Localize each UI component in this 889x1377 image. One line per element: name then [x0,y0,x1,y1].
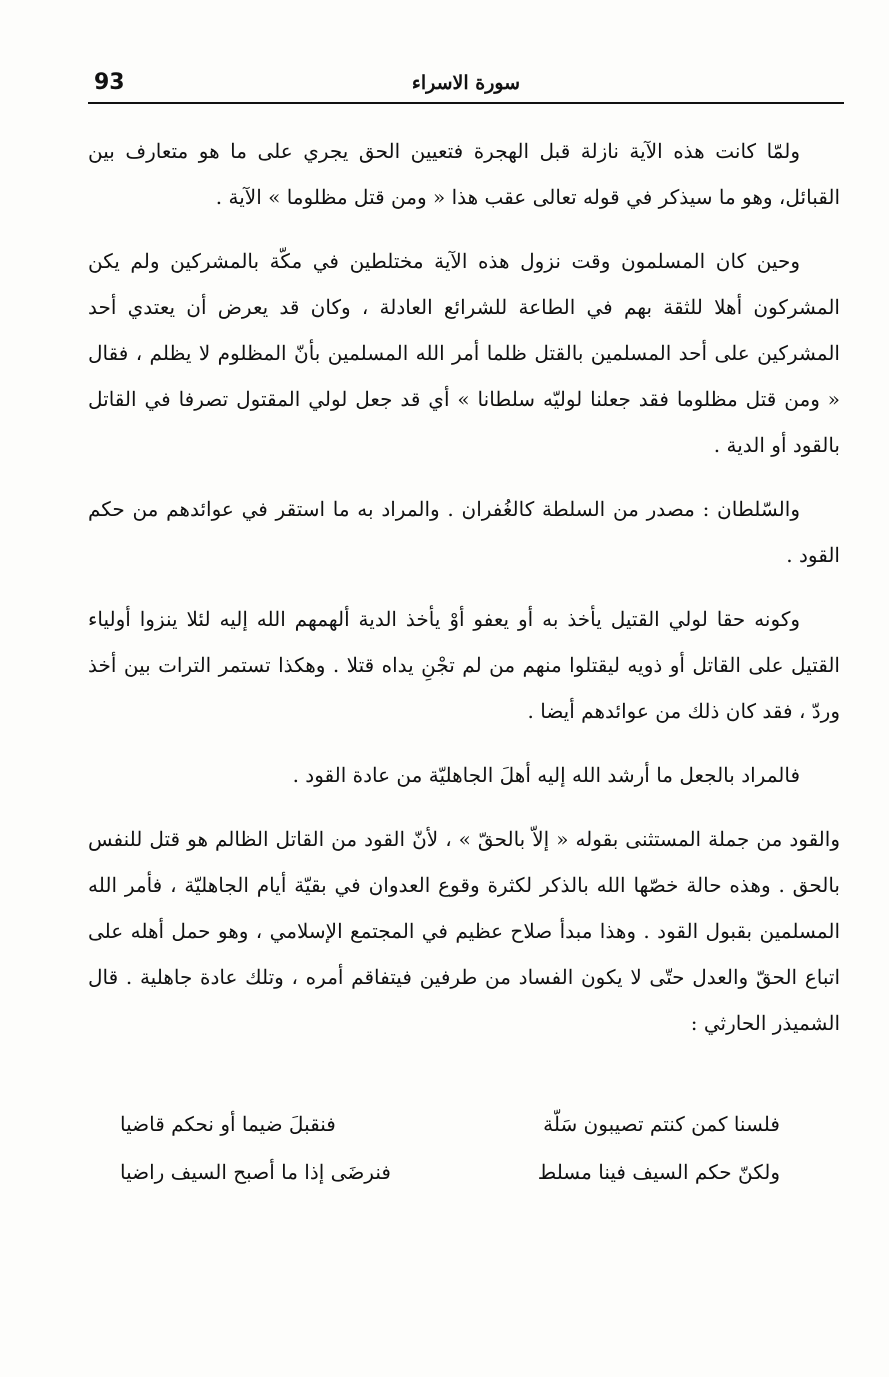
paragraph-4: وكونه حقا لولي القتيل يأخذ به أو يعفو أوْ يأخذ الدية ألهمهم الله إليه لئلا ينزوا أولياء القتيل على القاتل أو ذويه ليقتلوا منهم من لم تجْنِ يداه قتلا . وهكذا تستمر الترات بين أخذ وردّ ، فقد كان ذلك من عوائدهم أيضا . [88,607,840,723]
verse-2-second-hemistich: فنرضَى إذا ما أصبح السيف راضيا [120,1160,391,1184]
verse-line-2 [120,1160,780,1204]
verse-2-first-hemistich: ولكنّ حكم السيف فينا مسلط [537,1160,780,1184]
verse-1-first-hemistich: فلسنا كمن كنتم تصيبون سَلّة [543,1112,780,1136]
page-number: 93 [94,70,125,95]
body-text [88,128,840,1064]
paragraph-1: ولمّا كانت هذه الآية نازلة قبل الهجرة فتعيين الحق يجري على ما هو متعارف بين القبائل، وهو ما سيذكر في قوله تعالى عقب هذا « ومن قتل مظلوما » الآية . [88,139,840,209]
verse-line-1 [120,1112,780,1156]
paragraph-6: والقود من جملة المستثنى بقوله « إلاّ بالحقّ » ، لأنّ القود من القاتل الظالم هو قتل للنفس بالحق . وهذه حالة خصّها الله بالذكر لكثرة وقوع العدوان في بقيّة أيام الجاهليّة ، فأمر الله المسلمين بقبول القود . وهذا مبدأ صلاح عظيم في المجتمع الإسلامي ، وهو حمل أهله على اتباع الحقّ والعدل حتّى لا يكون الفساد من طرفين فيتفاقم أمره ، وتلك عادة جاهلية . قال الشميذر الحارثي : [88,827,840,1035]
paragraph-5: فالمراد بالجعل ما أرشد الله إليه أهلَ الجاهليّة من عادة القود . [292,763,800,787]
paragraph-2: وحين كان المسلمون وقت نزول هذه الآية مختلطين في مكّة بالمشركين ولم يكن المشركون أهلا للثقة بهم في الطاعة للشرائع العادلة ، وكان قد يعرض أن يعتدي أحد المشركين على أحد المسلمين بالقتل ظلما أمر الله المسلمين بأنّ المظلوم لا يظلم ، فقال « ومن قتل مظلوما فقد جعلنا لوليّه سلطانا » أي قد جعل لولي المقتول تصرفا في القاتل بالقود أو الدية . [88,249,840,457]
running-title: سورة الاسراء [411,72,521,94]
page-header [88,66,844,104]
paragraph-3: والسّلطان : مصدر من السلطة كالغُفران . والمراد به ما استقر في عوائدهم من حكم القود . [88,497,840,567]
header-rule [88,102,844,104]
verse-1-second-hemistich: فنقبلَ ضيما أو نحكم قاضيا [120,1112,336,1136]
